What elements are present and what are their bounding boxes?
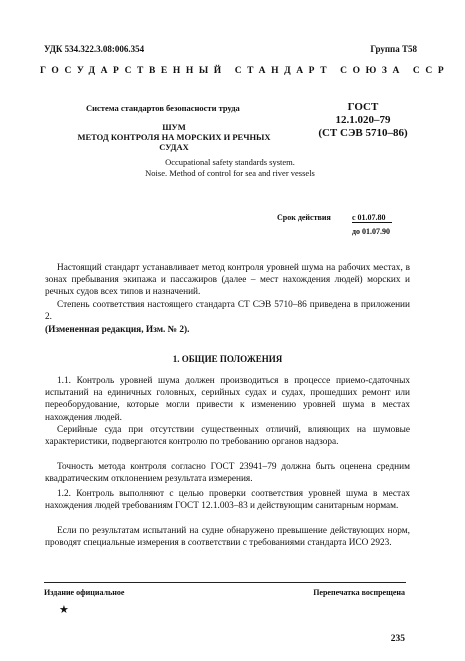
gost-designation [318,101,408,140]
official-edition-label: Издание официальное [44,588,125,597]
english-title-line: Noise. Method of control for sea and river vessels [145,168,315,178]
page-number: 235 [390,634,405,644]
validity-to: до 01.07.90 [352,227,391,236]
standard-name-line: МЕТОД КОНТРОЛЯ НА МОРСКИХ И РЕЧНЫХ [77,132,271,142]
section-paragraph: Серийные суда при отсутствии существенных отличий, влияющих на шумовые характеристики, подвергаются контролю по требованию органов надзора. [45,425,410,448]
reprint-prohibited-label: Перепечатка воспрещена [313,588,405,597]
standard-name-line: СУДАХ [159,142,189,152]
section-paragraph: 1.1. Контроль уровней шума должен производиться в процессе приемо-сдаточных испытаний на единичных головных, серийных судах и судах, прошедших ремонт или переоборудование, которые могли привести к изменению уровней шума в местах нахождения людей. [45,376,410,423]
validity-from: с 01.07.80 [352,213,392,223]
section-paragraph: Точность метода контроля согласно ГОСТ 23941–79 должна быть оценена средним квадратическим отклонением результата измерения. [45,462,410,485]
amendment-note: (Измененная редакция, Изм. № 2). [45,325,190,335]
standard-name-line: ШУМ [162,122,186,132]
udk-code: УДК 534.322.3.08:006.354 [44,44,145,54]
intro-paragraph: Настоящий стандарт устанавливает метод контроля уровней шума на рабочих местах, в зонах пребывания экипажа и пассажиров (далее – мест нахождения людей) морских и речных судов всех типов и назначений. [45,263,410,298]
standard-name [44,122,304,152]
group-code: Группа Т58 [370,44,417,54]
state-standard-heading: ГОСУДАРСТВЕННЫЙ СТАНДАРТ СОЮЗА ССР [40,66,450,76]
section-paragraph: 1.2. Контроль выполняют с целью проверки соответствия уровней шума в местах нахождения людей требованиям ГОСТ 12.1.003–83 и действующим санитарным нормам. [45,489,410,512]
gost-number: 12.1.020–79 [335,114,391,126]
english-title [70,157,390,179]
standards-system-title: Система стандартов безопасности труда [86,103,240,113]
intro-paragraph: Степень соответствия настоящего стандарта СТ СЭВ 5710–86 приведена в приложении 2. [45,300,410,323]
english-title-line: Occupational safety standards system. [165,157,295,167]
st-sev-number: (СТ СЭВ 5710–86) [318,127,408,139]
gost-label: ГОСТ [347,101,379,113]
section-title: 1. ОБЩИЕ ПОЛОЖЕНИЯ [172,354,283,364]
section-paragraph: Если по результатам испытаний на судне обнаружено превышение действующих норм, проводят специальные измерения в соответствии с требованиями стандарта ИСО 2923. [45,526,410,549]
validity-label: Срок действия [277,213,331,222]
footer-divider [44,582,406,583]
star-icon: ★ [59,604,69,616]
